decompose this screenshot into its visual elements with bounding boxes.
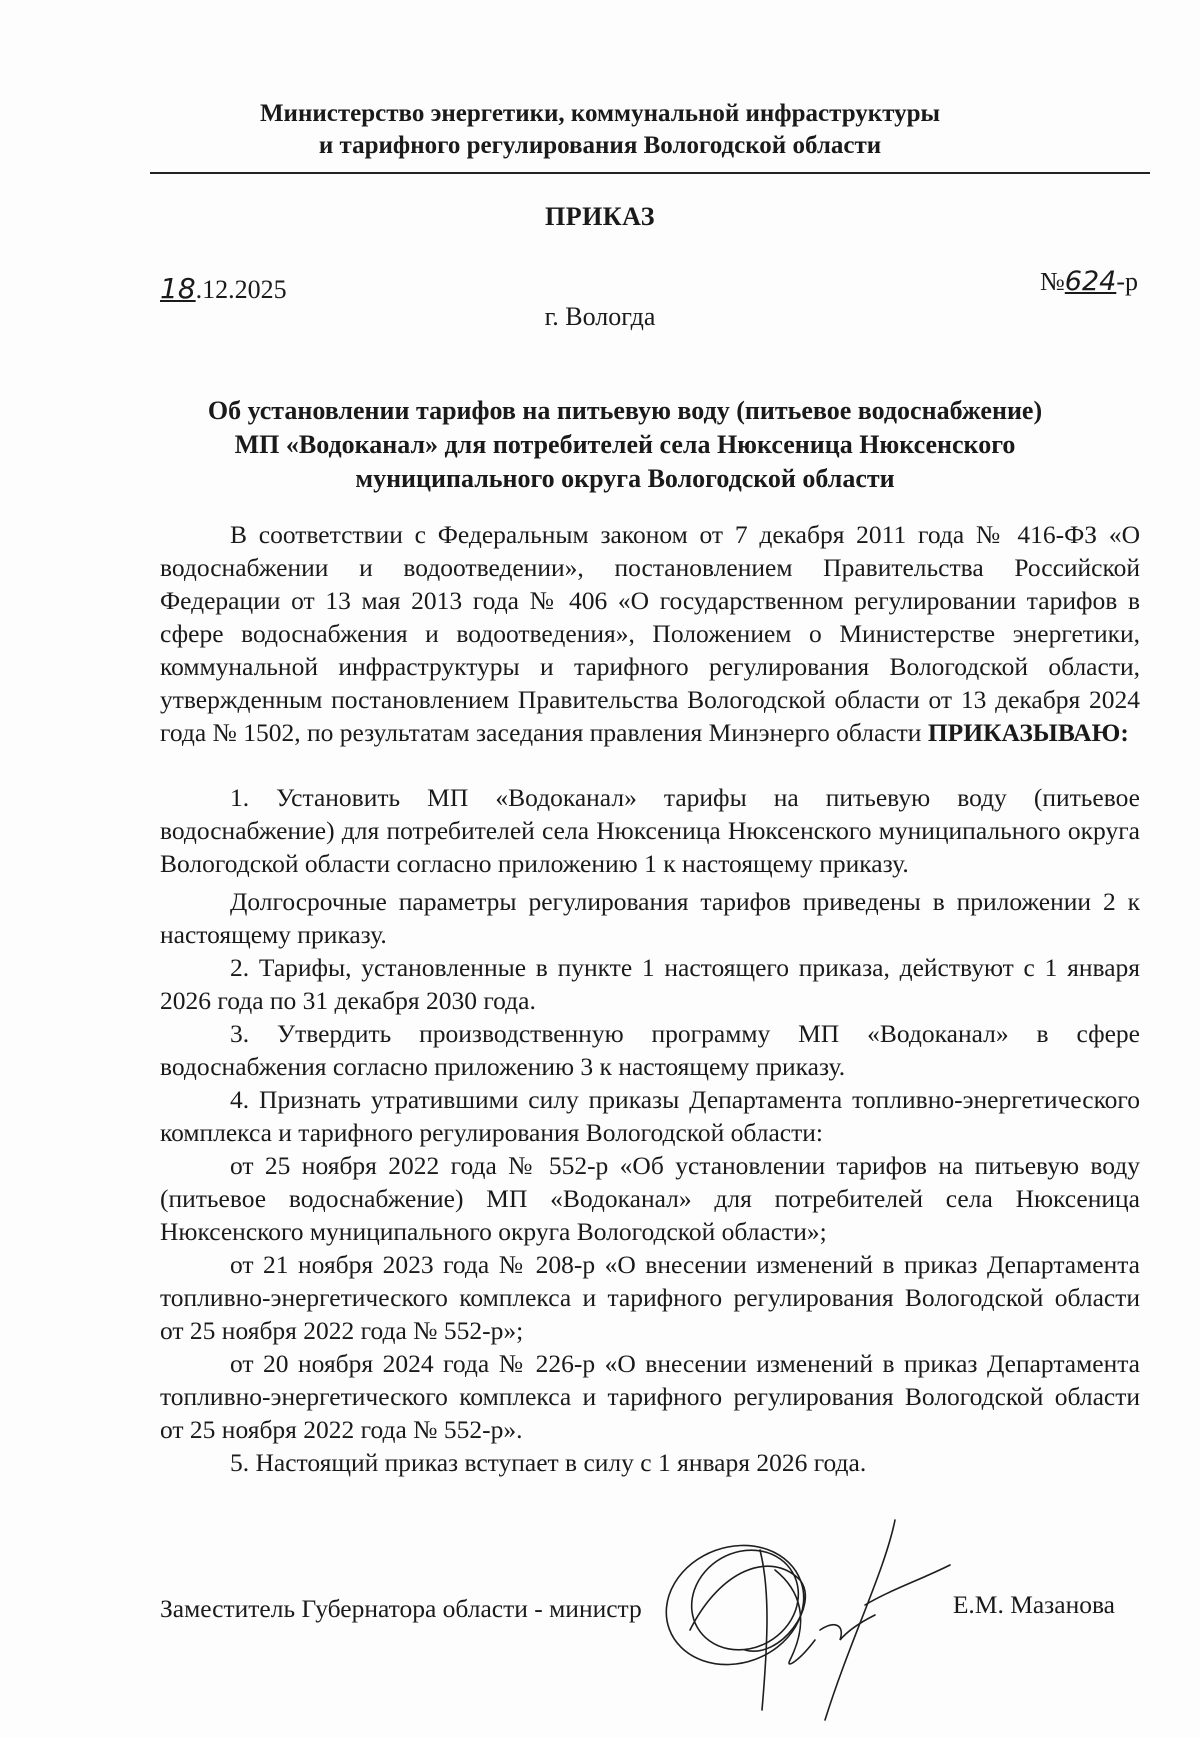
- subject-line-2: МП «Водоканал» для потребителей села Нюксеница Нюксенского: [234, 430, 1016, 459]
- header-divider: [150, 172, 1150, 174]
- item-3: 3. Утвердить производственную программу МП «Водоканал» в сфере водоснабжения согласно приложению 3 к настоящему приказу.: [160, 1019, 1140, 1081]
- order-subject: [150, 394, 1100, 496]
- item-2: 2. Тарифы, установленные в пункте 1 настоящего приказа, действуют с 1 января 2026 года по 31 декабря 2030 года.: [160, 953, 1140, 1015]
- order-body: [160, 518, 1140, 1479]
- order-number-value: 624: [1064, 266, 1117, 297]
- item-4: 4. Признать утратившими силу приказы Департамента топливно-энергетического комплекса и тарифного регулирования Вологодской области:: [160, 1085, 1140, 1147]
- preamble-text: В соответствии с Федеральным законом от 7 декабря 2011 года № 416-ФЗ «О водоснабжении и водоотведении», постановлением Правительства Российской Федерации от 13 мая 2013 года № 406 «О государственном регулировании тарифов в сфере водоснабжения и водоотведения», Положением о Министерстве энергетики, коммунальной инфраструктуры и тарифного регулирования Вологодской области, утвержденным постановлением Правительства Вологодской области от 13 декабря 2024 года № 1502, по результатам заседания правления Минэнерго области: [160, 520, 1140, 747]
- item-4-b: от 21 ноября 2023 года № 208-р «О внесении изменений в приказ Департамента топливно-энергетического комплекса и тарифного регулирования Вологодской области от 25 ноября 2022 года № 552-р»;: [160, 1250, 1140, 1345]
- handwritten-signature: [650, 1510, 970, 1730]
- item-4-c: от 20 ноября 2024 года № 226-р «О внесении изменений в приказ Департамента топливно-энергетического комплекса и тарифного регулирования Вологодской области от 25 ноября 2022 года № 552-р».: [160, 1349, 1140, 1444]
- order-date-day: 18: [160, 272, 196, 305]
- order-number-prefix: №: [1039, 267, 1065, 296]
- ministry-line-2: и тарифного регулирования Вологодской области: [318, 132, 882, 159]
- item-5: 5. Настоящий приказ вступает в силу с 1 января 2026 года.: [230, 1448, 867, 1477]
- subject-line-1: Об установлении тарифов на питьевую воду (питьевое водоснабжение): [207, 396, 1043, 425]
- subject-line-3: муниципального округа Вологодской области: [355, 464, 895, 493]
- signatory-position: Заместитель Губернатора области - министр: [160, 1594, 642, 1623]
- item-1-note: Долгосрочные параметры регулирования тарифов приведены в приложении 2 к настоящему приказу.: [160, 887, 1140, 949]
- ministry-line-1: Министерство энергетики, коммунальной инфраструктуры: [259, 100, 941, 127]
- document-type-title: ПРИКАЗ: [544, 202, 656, 231]
- item-4-a: от 25 ноября 2022 года № 552-р «Об установлении тарифов на питьевую воду (питьевое водоснабжение) МП «Водоканал» для потребителей села Нюксеница Нюксенского муниципального округа Вологодской области»;: [160, 1151, 1140, 1246]
- order-city: г. Вологда: [544, 302, 656, 331]
- order-date-rest: .12.2025: [195, 275, 287, 304]
- order-number-suffix: -р: [1116, 267, 1138, 296]
- preamble-paragraph: [160, 518, 1140, 749]
- ministry-header: [150, 98, 1050, 162]
- item-1: 1. Установить МП «Водоканал» тарифы на питьевую воду (питьевое водоснабжение) для потребителей села Нюксеница Нюксенского муниципального округа Вологодской области согласно приложению 1 к настоящему приказу.: [160, 783, 1140, 878]
- order-number: [1040, 266, 1138, 297]
- order-date: [160, 272, 287, 305]
- order-word: ПРИКАЗЫВАЮ:: [927, 718, 1129, 747]
- signatory-name: Е.М. Мазанова: [952, 1590, 1115, 1619]
